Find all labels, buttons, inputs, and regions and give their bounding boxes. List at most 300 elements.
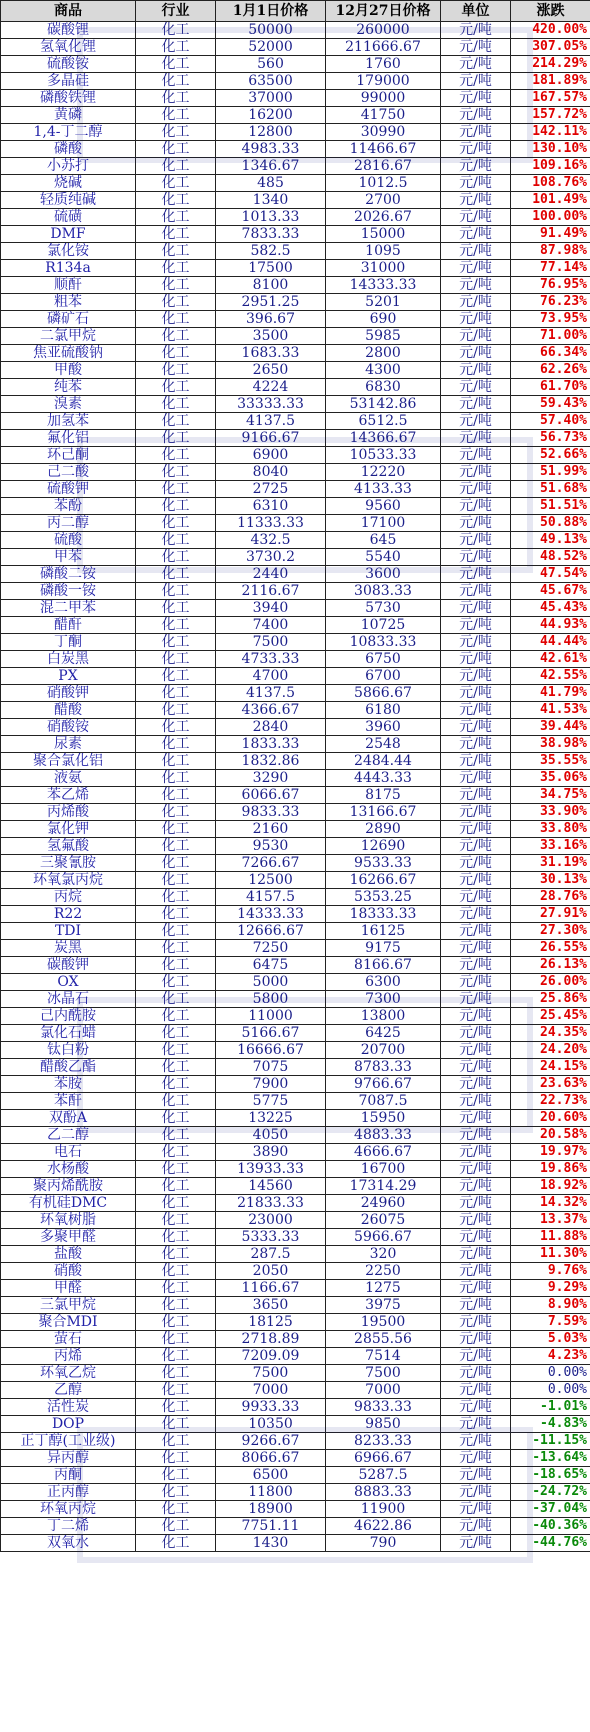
- unit: 元/吨: [441, 532, 511, 549]
- table-row: [1, 719, 590, 736]
- change-percent: 35.06%: [511, 770, 590, 787]
- table-row: [1, 1229, 590, 1246]
- price-dec27: 9850: [326, 1416, 441, 1433]
- table-body: [1, 22, 590, 1552]
- commodity-name: 环氧乙烷: [1, 1365, 136, 1382]
- price-jan1: 7500: [216, 634, 326, 651]
- change-percent: 33.80%: [511, 821, 590, 838]
- price-dec27: 26075: [326, 1212, 441, 1229]
- unit: 元/吨: [441, 1246, 511, 1263]
- table-row: [1, 1297, 590, 1314]
- price-dec27: 5866.67: [326, 685, 441, 702]
- unit: 元/吨: [441, 73, 511, 90]
- industry: 化工: [136, 1314, 216, 1331]
- price-dec27: 17314.29: [326, 1178, 441, 1195]
- price-jan1: 7500: [216, 1365, 326, 1382]
- table-row: [1, 804, 590, 821]
- price-dec27: 1095: [326, 243, 441, 260]
- unit: 元/吨: [441, 1399, 511, 1416]
- commodity-name: 甲苯: [1, 549, 136, 566]
- commodity-name: 丁酮: [1, 634, 136, 651]
- change-percent: 26.13%: [511, 957, 590, 974]
- change-percent: 11.88%: [511, 1229, 590, 1246]
- price-jan1: 3890: [216, 1144, 326, 1161]
- price-dec27: 6750: [326, 651, 441, 668]
- table-row: [1, 39, 590, 56]
- price-jan1: 4137.5: [216, 685, 326, 702]
- header-price-dec27: 12月27日价格: [326, 1, 441, 22]
- table-row: [1, 73, 590, 90]
- price-dec27: 8783.33: [326, 1059, 441, 1076]
- change-percent: 0.00%: [511, 1382, 590, 1399]
- price-jan1: 1832.86: [216, 753, 326, 770]
- price-jan1: 6900: [216, 447, 326, 464]
- industry: 化工: [136, 1467, 216, 1484]
- industry: 化工: [136, 532, 216, 549]
- commodity-name: 磷酸铁锂: [1, 90, 136, 107]
- price-jan1: 6310: [216, 498, 326, 515]
- change-percent: 33.90%: [511, 804, 590, 821]
- price-dec27: 8166.67: [326, 957, 441, 974]
- price-jan1: 7400: [216, 617, 326, 634]
- price-dec27: 3600: [326, 566, 441, 583]
- table-row: [1, 294, 590, 311]
- unit: 元/吨: [441, 413, 511, 430]
- price-dec27: 1760: [326, 56, 441, 73]
- price-jan1: 33333.33: [216, 396, 326, 413]
- price-dec27: 8175: [326, 787, 441, 804]
- table-row: [1, 1025, 590, 1042]
- industry: 化工: [136, 1263, 216, 1280]
- commodity-name: 甲酸: [1, 362, 136, 379]
- unit: 元/吨: [441, 311, 511, 328]
- industry: 化工: [136, 39, 216, 56]
- price-jan1: 2160: [216, 821, 326, 838]
- table-row: [1, 1280, 590, 1297]
- change-percent: 19.86%: [511, 1161, 590, 1178]
- table-row: [1, 651, 590, 668]
- commodity-name: 苯乙烯: [1, 787, 136, 804]
- change-percent: 42.55%: [511, 668, 590, 685]
- industry: 化工: [136, 413, 216, 430]
- industry: 化工: [136, 1365, 216, 1382]
- unit: 元/吨: [441, 668, 511, 685]
- industry: 化工: [136, 396, 216, 413]
- price-dec27: 6300: [326, 974, 441, 991]
- change-percent: 51.68%: [511, 481, 590, 498]
- price-dec27: 15950: [326, 1110, 441, 1127]
- change-percent: 51.51%: [511, 498, 590, 515]
- price-dec27: 13166.67: [326, 804, 441, 821]
- price-jan1: 2951.25: [216, 294, 326, 311]
- table-row: [1, 447, 590, 464]
- table-row: [1, 430, 590, 447]
- price-jan1: 6475: [216, 957, 326, 974]
- commodity-name: 碳酸锂: [1, 22, 136, 39]
- commodity-name: 活性炭: [1, 1399, 136, 1416]
- price-dec27: 9533.33: [326, 855, 441, 872]
- change-percent: 9.76%: [511, 1263, 590, 1280]
- industry: 化工: [136, 634, 216, 651]
- price-dec27: 2855.56: [326, 1331, 441, 1348]
- unit: 元/吨: [441, 22, 511, 39]
- unit: 元/吨: [441, 957, 511, 974]
- industry: 化工: [136, 192, 216, 209]
- industry: 化工: [136, 974, 216, 991]
- unit: 元/吨: [441, 923, 511, 940]
- industry: 化工: [136, 1127, 216, 1144]
- unit: 元/吨: [441, 702, 511, 719]
- price-jan1: 9933.33: [216, 1399, 326, 1416]
- price-dec27: 645: [326, 532, 441, 549]
- commodity-name: 小苏打: [1, 158, 136, 175]
- change-percent: 31.19%: [511, 855, 590, 872]
- change-percent: 24.15%: [511, 1059, 590, 1076]
- table-row: [1, 22, 590, 39]
- change-percent: 52.66%: [511, 447, 590, 464]
- table-row: [1, 1331, 590, 1348]
- unit: 元/吨: [441, 90, 511, 107]
- change-percent: 76.95%: [511, 277, 590, 294]
- header-industry: 行业: [136, 1, 216, 22]
- industry: 化工: [136, 1161, 216, 1178]
- price-dec27: 3083.33: [326, 583, 441, 600]
- price-jan1: 4366.67: [216, 702, 326, 719]
- price-dec27: 15000: [326, 226, 441, 243]
- price-jan1: 7266.67: [216, 855, 326, 872]
- price-jan1: 11800: [216, 1484, 326, 1501]
- table-row: [1, 974, 590, 991]
- price-dec27: 53142.86: [326, 396, 441, 413]
- change-percent: -24.72%: [511, 1484, 590, 1501]
- industry: 化工: [136, 855, 216, 872]
- price-dec27: 13800: [326, 1008, 441, 1025]
- table-row: [1, 787, 590, 804]
- price-dec27: 4300: [326, 362, 441, 379]
- price-dec27: 5966.67: [326, 1229, 441, 1246]
- table-row: [1, 1518, 590, 1535]
- unit: 元/吨: [441, 1127, 511, 1144]
- industry: 化工: [136, 1025, 216, 1042]
- table-row: [1, 753, 590, 770]
- price-jan1: 14333.33: [216, 906, 326, 923]
- table-row: [1, 1263, 590, 1280]
- industry: 化工: [136, 668, 216, 685]
- table-row: [1, 1501, 590, 1518]
- price-dec27: 99000: [326, 90, 441, 107]
- price-dec27: 7087.5: [326, 1093, 441, 1110]
- change-percent: 157.72%: [511, 107, 590, 124]
- price-dec27: 6180: [326, 702, 441, 719]
- price-jan1: 4983.33: [216, 141, 326, 158]
- table-row: [1, 277, 590, 294]
- table-row: [1, 413, 590, 430]
- change-percent: 35.55%: [511, 753, 590, 770]
- price-jan1: 18125: [216, 1314, 326, 1331]
- table-row: [1, 56, 590, 73]
- commodity-name: 乙二醇: [1, 1127, 136, 1144]
- commodity-name: 丙烯酸: [1, 804, 136, 821]
- commodity-name: 氯化钾: [1, 821, 136, 838]
- industry: 化工: [136, 1416, 216, 1433]
- price-jan1: 14560: [216, 1178, 326, 1195]
- price-jan1: 5333.33: [216, 1229, 326, 1246]
- price-jan1: 1430: [216, 1535, 326, 1552]
- price-dec27: 5540: [326, 549, 441, 566]
- industry: 化工: [136, 804, 216, 821]
- table-header: [1, 1, 590, 22]
- change-percent: 71.00%: [511, 328, 590, 345]
- price-jan1: 9166.67: [216, 430, 326, 447]
- unit: 元/吨: [441, 787, 511, 804]
- table-row: [1, 209, 590, 226]
- commodity-name: 丙二醇: [1, 515, 136, 532]
- unit: 元/吨: [441, 1467, 511, 1484]
- unit: 元/吨: [441, 566, 511, 583]
- table-row: [1, 226, 590, 243]
- price-dec27: 6425: [326, 1025, 441, 1042]
- commodity-name: 苯酐: [1, 1093, 136, 1110]
- price-dec27: 1275: [326, 1280, 441, 1297]
- price-jan1: 3500: [216, 328, 326, 345]
- price-dec27: 16125: [326, 923, 441, 940]
- commodity-name: 乙醇: [1, 1382, 136, 1399]
- commodity-name: 尿素: [1, 736, 136, 753]
- industry: 化工: [136, 1399, 216, 1416]
- price-jan1: 7900: [216, 1076, 326, 1093]
- unit: 元/吨: [441, 124, 511, 141]
- unit: 元/吨: [441, 1450, 511, 1467]
- industry: 化工: [136, 447, 216, 464]
- change-percent: 22.73%: [511, 1093, 590, 1110]
- industry: 化工: [136, 736, 216, 753]
- commodity-name: 黄磷: [1, 107, 136, 124]
- price-jan1: 16200: [216, 107, 326, 124]
- change-percent: -11.15%: [511, 1433, 590, 1450]
- commodity-name: 磷矿石: [1, 311, 136, 328]
- table-row: [1, 1365, 590, 1382]
- price-dec27: 9833.33: [326, 1399, 441, 1416]
- table-row: [1, 1059, 590, 1076]
- unit: 元/吨: [441, 1110, 511, 1127]
- table-row: [1, 702, 590, 719]
- change-percent: 5.03%: [511, 1331, 590, 1348]
- unit: 元/吨: [441, 107, 511, 124]
- price-dec27: 12690: [326, 838, 441, 855]
- price-jan1: 2440: [216, 566, 326, 583]
- price-dec27: 9175: [326, 940, 441, 957]
- industry: 化工: [136, 1042, 216, 1059]
- table-row: [1, 634, 590, 651]
- industry: 化工: [136, 362, 216, 379]
- unit: 元/吨: [441, 1433, 511, 1450]
- industry: 化工: [136, 1348, 216, 1365]
- unit: 元/吨: [441, 906, 511, 923]
- price-jan1: 9266.67: [216, 1433, 326, 1450]
- price-jan1: 8066.67: [216, 1450, 326, 1467]
- price-dec27: 6512.5: [326, 413, 441, 430]
- change-percent: 13.37%: [511, 1212, 590, 1229]
- price-jan1: 560: [216, 56, 326, 73]
- industry: 化工: [136, 787, 216, 804]
- change-percent: 48.52%: [511, 549, 590, 566]
- unit: 元/吨: [441, 192, 511, 209]
- price-jan1: 432.5: [216, 532, 326, 549]
- commodity-name: 顺酐: [1, 277, 136, 294]
- change-percent: 420.00%: [511, 22, 590, 39]
- header-unit: 单位: [441, 1, 511, 22]
- price-jan1: 2718.89: [216, 1331, 326, 1348]
- change-percent: 30.13%: [511, 872, 590, 889]
- industry: 化工: [136, 1110, 216, 1127]
- commodity-name: 二氯甲烷: [1, 328, 136, 345]
- change-percent: 59.43%: [511, 396, 590, 413]
- table-row: [1, 1110, 590, 1127]
- industry: 化工: [136, 1246, 216, 1263]
- industry: 化工: [136, 56, 216, 73]
- price-dec27: 24960: [326, 1195, 441, 1212]
- commodity-name: 硝酸: [1, 1263, 136, 1280]
- commodity-name: 异丙醇: [1, 1450, 136, 1467]
- price-jan1: 10350: [216, 1416, 326, 1433]
- price-jan1: 4733.33: [216, 651, 326, 668]
- price-jan1: 2840: [216, 719, 326, 736]
- unit: 元/吨: [441, 1365, 511, 1382]
- change-percent: 57.40%: [511, 413, 590, 430]
- price-jan1: 3940: [216, 600, 326, 617]
- price-dec27: 11466.67: [326, 141, 441, 158]
- commodity-name: 环氧丙烷: [1, 1501, 136, 1518]
- commodity-name: 磷酸一铵: [1, 583, 136, 600]
- price-dec27: 2700: [326, 192, 441, 209]
- industry: 化工: [136, 583, 216, 600]
- price-dec27: 2026.67: [326, 209, 441, 226]
- price-dec27: 8233.33: [326, 1433, 441, 1450]
- price-dec27: 10833.33: [326, 634, 441, 651]
- unit: 元/吨: [441, 736, 511, 753]
- table-row: [1, 1467, 590, 1484]
- commodity-name: PX: [1, 668, 136, 685]
- price-jan1: 13933.33: [216, 1161, 326, 1178]
- price-dec27: 6966.67: [326, 1450, 441, 1467]
- industry: 化工: [136, 1076, 216, 1093]
- price-jan1: 9530: [216, 838, 326, 855]
- change-percent: 73.95%: [511, 311, 590, 328]
- unit: 元/吨: [441, 515, 511, 532]
- header-row: [1, 1, 590, 22]
- table-row: [1, 90, 590, 107]
- price-dec27: 9766.67: [326, 1076, 441, 1093]
- table-row: [1, 906, 590, 923]
- industry: 化工: [136, 226, 216, 243]
- unit: 元/吨: [441, 175, 511, 192]
- commodity-name: 1,4-丁二醇: [1, 124, 136, 141]
- table-row: [1, 889, 590, 906]
- unit: 元/吨: [441, 430, 511, 447]
- industry: 化工: [136, 464, 216, 481]
- price-jan1: 1013.33: [216, 209, 326, 226]
- change-percent: 66.34%: [511, 345, 590, 362]
- price-jan1: 485: [216, 175, 326, 192]
- industry: 化工: [136, 651, 216, 668]
- change-percent: 61.70%: [511, 379, 590, 396]
- industry: 化工: [136, 277, 216, 294]
- price-jan1: 11000: [216, 1008, 326, 1025]
- table-row: [1, 1348, 590, 1365]
- table-row: [1, 736, 590, 753]
- commodity-name: 苯胺: [1, 1076, 136, 1093]
- unit: 元/吨: [441, 1178, 511, 1195]
- table-row: [1, 107, 590, 124]
- industry: 化工: [136, 1008, 216, 1025]
- price-jan1: 4157.5: [216, 889, 326, 906]
- industry: 化工: [136, 1450, 216, 1467]
- unit: 元/吨: [441, 464, 511, 481]
- price-jan1: 16666.67: [216, 1042, 326, 1059]
- price-jan1: 5166.67: [216, 1025, 326, 1042]
- change-percent: 62.26%: [511, 362, 590, 379]
- unit: 元/吨: [441, 685, 511, 702]
- industry: 化工: [136, 73, 216, 90]
- change-percent: 77.14%: [511, 260, 590, 277]
- price-jan1: 11333.33: [216, 515, 326, 532]
- price-jan1: 7000: [216, 1382, 326, 1399]
- unit: 元/吨: [441, 719, 511, 736]
- unit: 元/吨: [441, 481, 511, 498]
- table-row: [1, 1093, 590, 1110]
- commodity-name: 硝酸钾: [1, 685, 136, 702]
- price-dec27: 14333.33: [326, 277, 441, 294]
- table-row: [1, 362, 590, 379]
- commodity-name: 己内酰胺: [1, 1008, 136, 1025]
- industry: 化工: [136, 107, 216, 124]
- price-jan1: 9833.33: [216, 804, 326, 821]
- unit: 元/吨: [441, 1382, 511, 1399]
- unit: 元/吨: [441, 158, 511, 175]
- commodity-name: 正丁醇(工业级): [1, 1433, 136, 1450]
- industry: 化工: [136, 1212, 216, 1229]
- price-dec27: 20700: [326, 1042, 441, 1059]
- change-percent: 14.32%: [511, 1195, 590, 1212]
- commodity-name: 硫酸钾: [1, 481, 136, 498]
- price-jan1: 18900: [216, 1501, 326, 1518]
- commodity-name: 环氧氯丙烷: [1, 872, 136, 889]
- price-jan1: 7075: [216, 1059, 326, 1076]
- price-jan1: 5775: [216, 1093, 326, 1110]
- table-row: [1, 243, 590, 260]
- price-jan1: 2650: [216, 362, 326, 379]
- change-percent: 130.10%: [511, 141, 590, 158]
- table-row: [1, 515, 590, 532]
- change-percent: 87.98%: [511, 243, 590, 260]
- unit: 元/吨: [441, 1042, 511, 1059]
- price-dec27: 16700: [326, 1161, 441, 1178]
- industry: 化工: [136, 124, 216, 141]
- change-percent: 108.76%: [511, 175, 590, 192]
- table-row: [1, 1042, 590, 1059]
- commodity-name: 丙酮: [1, 1467, 136, 1484]
- industry: 化工: [136, 175, 216, 192]
- unit: 元/吨: [441, 821, 511, 838]
- unit: 元/吨: [441, 1348, 511, 1365]
- change-percent: -40.36%: [511, 1518, 590, 1535]
- change-percent: 44.44%: [511, 634, 590, 651]
- industry: 化工: [136, 906, 216, 923]
- commodity-name: 磷酸二铵: [1, 566, 136, 583]
- commodity-name: 炭黑: [1, 940, 136, 957]
- price-jan1: 2050: [216, 1263, 326, 1280]
- price-dec27: 2548: [326, 736, 441, 753]
